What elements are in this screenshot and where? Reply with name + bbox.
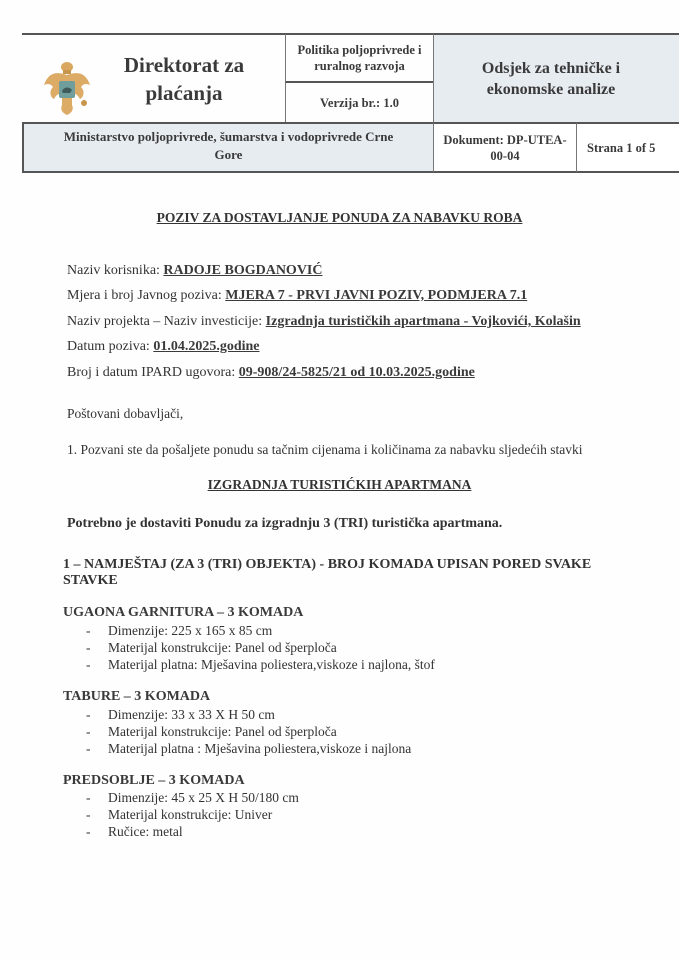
field-contract: Broj i datum IPARD ugovora: 09-908/24-5825/21 od 10.03.2025.godine (67, 365, 475, 380)
field-value: MJERA 7 - PRVI JAVNI POZIV, PODMJERA 7.1 (225, 288, 528, 303)
page-number-cell: Strana 1 of 5 (576, 122, 679, 173)
instruction: 1. Pozvani ste da pošaljete ponudu sa tačnim cijenama i količinama za nabavku sljedećih stavki (67, 442, 583, 457)
item-heading: TABURE – 3 KOMADA (63, 689, 211, 704)
document-code-cell: Dokument: DP-UTEA- 00-04 (433, 122, 576, 173)
section-subtitle: IZGRADNJA TURISTIĆKIH APARTMANA (207, 477, 472, 492)
spec-item: - Materijal konstrukcije: Panel od šperploča (86, 639, 435, 656)
field-measure: Mjera i broj Javnog poziva: MJERA 7 - PRVI JAVNI POZIV, PODMJERA 7.1 (67, 288, 528, 303)
spec-item: - Dimenzije: 33 x 33 X H 50 cm (86, 706, 411, 723)
document-header-table (22, 33, 679, 173)
spec-item: - Dimenzije: 225 x 165 x 85 cm (86, 622, 435, 639)
requirement-text: Potrebno je dostaviti Ponudu za izgradnju 3 (TRI) turistička apartmana. (67, 516, 503, 531)
item-heading: UGAONA GARNITURA – 3 KOMADA (63, 605, 304, 620)
coat-of-arms-icon (42, 57, 92, 117)
spec-item: - Materijal platna: Mješavina poliestera,viskoze i najlona, štof (86, 656, 435, 673)
field-date: Datum poziva: 01.04.2025.godine (67, 339, 260, 354)
item-heading: PREDSOBLJE – 3 KOMADA (63, 773, 245, 788)
spec-item: - Dimenzije: 45 x 25 X H 50/180 cm (86, 789, 299, 806)
field-beneficiary: Naziv korisnika: RADOJE BOGDANOVIĆ (67, 263, 323, 278)
document-title: POZIV ZA DOSTAVLJANJE PONUDA ZA NABAVKU ROBA (156, 210, 523, 225)
section-heading: 1 – NAMJEŠTAJ (ZA 3 (TRI) OBJEKTA) - BROJ KOMADA UPISAN PORED SVAKE STAVKE (63, 557, 592, 588)
greeting: Poštovani dobavljači, (67, 406, 184, 421)
field-value: RADOJE BOGDANOVIĆ (163, 263, 323, 278)
org-title-cell (22, 33, 286, 123)
spec-item: - Ručice: metal (86, 823, 299, 840)
spec-item: - Materijal platna : Mješavina poliestera,viskoze i najlona (86, 740, 411, 757)
field-value: 01.04.2025.godine (153, 339, 260, 354)
field-project: Naziv projekta – Naziv investicije: Izgradnja turističkih apartmana - Vojkovići, Kolašin (67, 314, 581, 329)
item-spec-list (86, 622, 435, 673)
ministry-cell: Ministarstvo poljoprivrede, šumarstva i vodoprivrede Crne Gore (22, 122, 433, 173)
version-cell: Verzija br.: 1.0 (285, 83, 433, 123)
spec-item: - Materijal konstrukcije: Panel od šperploča (86, 723, 411, 740)
spec-item: - Materijal konstrukcije: Univer (86, 806, 299, 823)
field-value: Izgradnja turističkih apartmana - Vojkovići, Kolašin (265, 314, 581, 329)
field-value: 09-908/24-5825/21 od 10.03.2025.godine (238, 365, 475, 380)
item-spec-list (86, 706, 411, 757)
org-title: Direktorat za plaćanja (123, 53, 245, 105)
policy-cell: Politika poljoprivrede i ruralnog razvoja (285, 33, 433, 83)
item-spec-list (86, 789, 299, 840)
department-cell: Odsjek za tehničke i ekonomske analize (433, 33, 679, 123)
